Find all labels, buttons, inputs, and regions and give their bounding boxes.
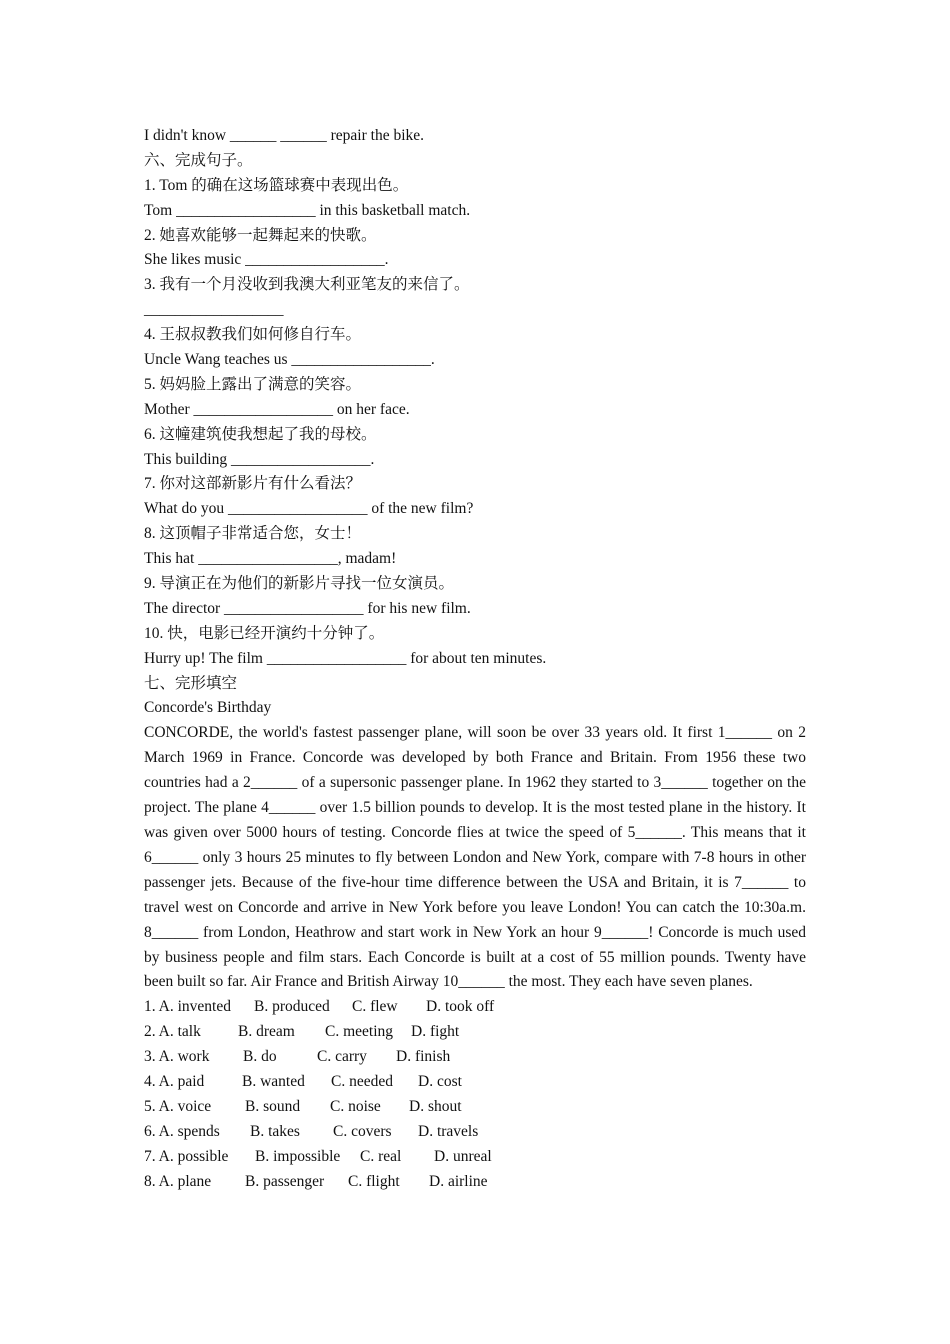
option-row-8 xyxy=(144,1170,806,1195)
option-c: C. real xyxy=(360,1147,402,1165)
option-b: B. do xyxy=(243,1048,277,1066)
option-a: 3. A. work xyxy=(144,1048,210,1066)
option-c: C. meeting xyxy=(325,1023,394,1041)
option-d: D. shout xyxy=(409,1097,462,1115)
sentence-cn-5: 5. 妈妈脸上露出了满意的笑容。 xyxy=(144,375,362,393)
document-content xyxy=(144,124,806,1194)
option-c: C. flew xyxy=(352,998,398,1016)
sentence-cn-10: 10. 快，电影已经开演约十分钟了。 xyxy=(144,624,385,642)
sentence-cn-4: 4. 王叔叔教我们如何修自行车。 xyxy=(144,326,362,344)
option-a: 2. A. talk xyxy=(144,1023,201,1041)
option-row-5 xyxy=(144,1095,806,1120)
option-b: B. impossible xyxy=(255,1147,341,1165)
option-a: 1. A. invented xyxy=(144,998,231,1016)
option-a: 6. A. spends xyxy=(144,1122,220,1140)
section7-heading: 七、完形填空 xyxy=(144,674,238,692)
passage-title: Concorde's Birthday xyxy=(144,699,272,717)
option-c: C. flight xyxy=(348,1172,400,1190)
option-row-1 xyxy=(144,995,806,1020)
option-b: B. sound xyxy=(245,1097,301,1115)
option-b: B. takes xyxy=(250,1122,300,1140)
sentence-en-6: This building __________________. xyxy=(144,450,375,468)
option-a: 5. A. voice xyxy=(144,1097,212,1115)
sentence-cn-3: 3. 我有一个月没收到我澳大利亚笔友的来信了。 xyxy=(144,276,470,294)
option-c: C. needed xyxy=(331,1073,393,1091)
sentence-en-8: This hat __________________, madam! xyxy=(144,550,397,568)
sentence-en-3: __________________ xyxy=(144,301,284,319)
option-a: 4. A. paid xyxy=(144,1073,205,1091)
option-b: B. produced xyxy=(254,998,330,1016)
option-d: D. airline xyxy=(429,1172,488,1190)
option-a: 7. A. possible xyxy=(144,1147,229,1165)
option-d: D. fight xyxy=(411,1023,460,1041)
sentence-en-10: Hurry up! The film __________________ for about ten minutes. xyxy=(144,649,547,667)
option-d: D. took off xyxy=(426,998,495,1016)
sentence-en-5: Mother __________________ on her face. xyxy=(144,400,410,418)
sentence-en-9: The director __________________ for his new film. xyxy=(144,599,471,617)
option-d: D. unreal xyxy=(434,1147,492,1165)
option-row-7 xyxy=(144,1145,806,1170)
sentence-en-1: Tom __________________ in this basketball match. xyxy=(144,201,471,219)
sentence-cn-8: 8. 这顶帽子非常适合您，女士！ xyxy=(144,525,362,543)
option-c: C. noise xyxy=(330,1097,381,1115)
option-d: D. travels xyxy=(418,1122,479,1140)
option-c: C. carry xyxy=(317,1048,367,1066)
top-sentence: I didn't know ______ ______ repair the bike. xyxy=(144,127,425,144)
option-d: D. finish xyxy=(396,1048,451,1066)
sentence-en-4: Uncle Wang teaches us __________________. xyxy=(144,351,435,369)
option-b: B. dream xyxy=(238,1023,295,1041)
option-b: B. passenger xyxy=(245,1172,325,1190)
option-row-4 xyxy=(144,1070,806,1095)
sentence-cn-7: 7. 你对这部新影片有什么看法？ xyxy=(144,475,362,493)
option-d: D. cost xyxy=(418,1073,462,1091)
option-row-3 xyxy=(144,1045,806,1070)
section6-heading: 六、完成句子。 xyxy=(144,151,253,169)
cloze-passage: CONCORDE, the world's fastest passenger plane, will soon be over 33 years old. It first 1______ on 2 March 1969 in France. Concorde was developed by both France and Britain. From 1956 these two countries had a 2______ of a supersonic passenger plane. In 1962 they started to 3______ together on the project. The plane 4______ over 1.5 billion pounds to develop. It is the most tested plane in the history. It was given over 5000 hours of testing. Concorde flies at twice the speed of 5______. This means that it 6______ only 3 hours 25 minutes to fly between London and New York, compare with 7-8 hours in other passenger jets. Because of the five-hour time difference between the USA and Britain, it is 7______ to travel west on Concorde and arrive in New York before you leave London! You can catch the 10:30a.m. 8______ from London, Heathrow and start work in New York an hour 9______! Concorde is much used by business people and film stars. Each Concorde is built at a cost of 55 million pounds. Twenty have been built so far. Air France and British Airway 10______ the most. They each have seven planes. xyxy=(144,724,806,991)
sentence-cn-6: 6. 这幢建筑使我想起了我的母校。 xyxy=(144,425,377,443)
option-row-6 xyxy=(144,1120,806,1145)
sentence-en-7: What do you __________________ of the new film? xyxy=(144,500,474,518)
option-b: B. wanted xyxy=(242,1073,305,1091)
sentence-cn-1: 1. Tom 的确在这场篮球赛中表现出色。 xyxy=(144,176,409,194)
sentence-cn-2: 2. 她喜欢能够一起舞起来的快歌。 xyxy=(144,226,377,244)
option-row-2 xyxy=(144,1020,806,1045)
sentence-en-2: She likes music __________________. xyxy=(144,251,389,269)
option-c: C. covers xyxy=(333,1122,392,1140)
sentence-cn-9: 9. 导演正在为他们的新影片寻找一位女演员。 xyxy=(144,575,455,593)
option-a: 8. A. plane xyxy=(144,1172,212,1190)
